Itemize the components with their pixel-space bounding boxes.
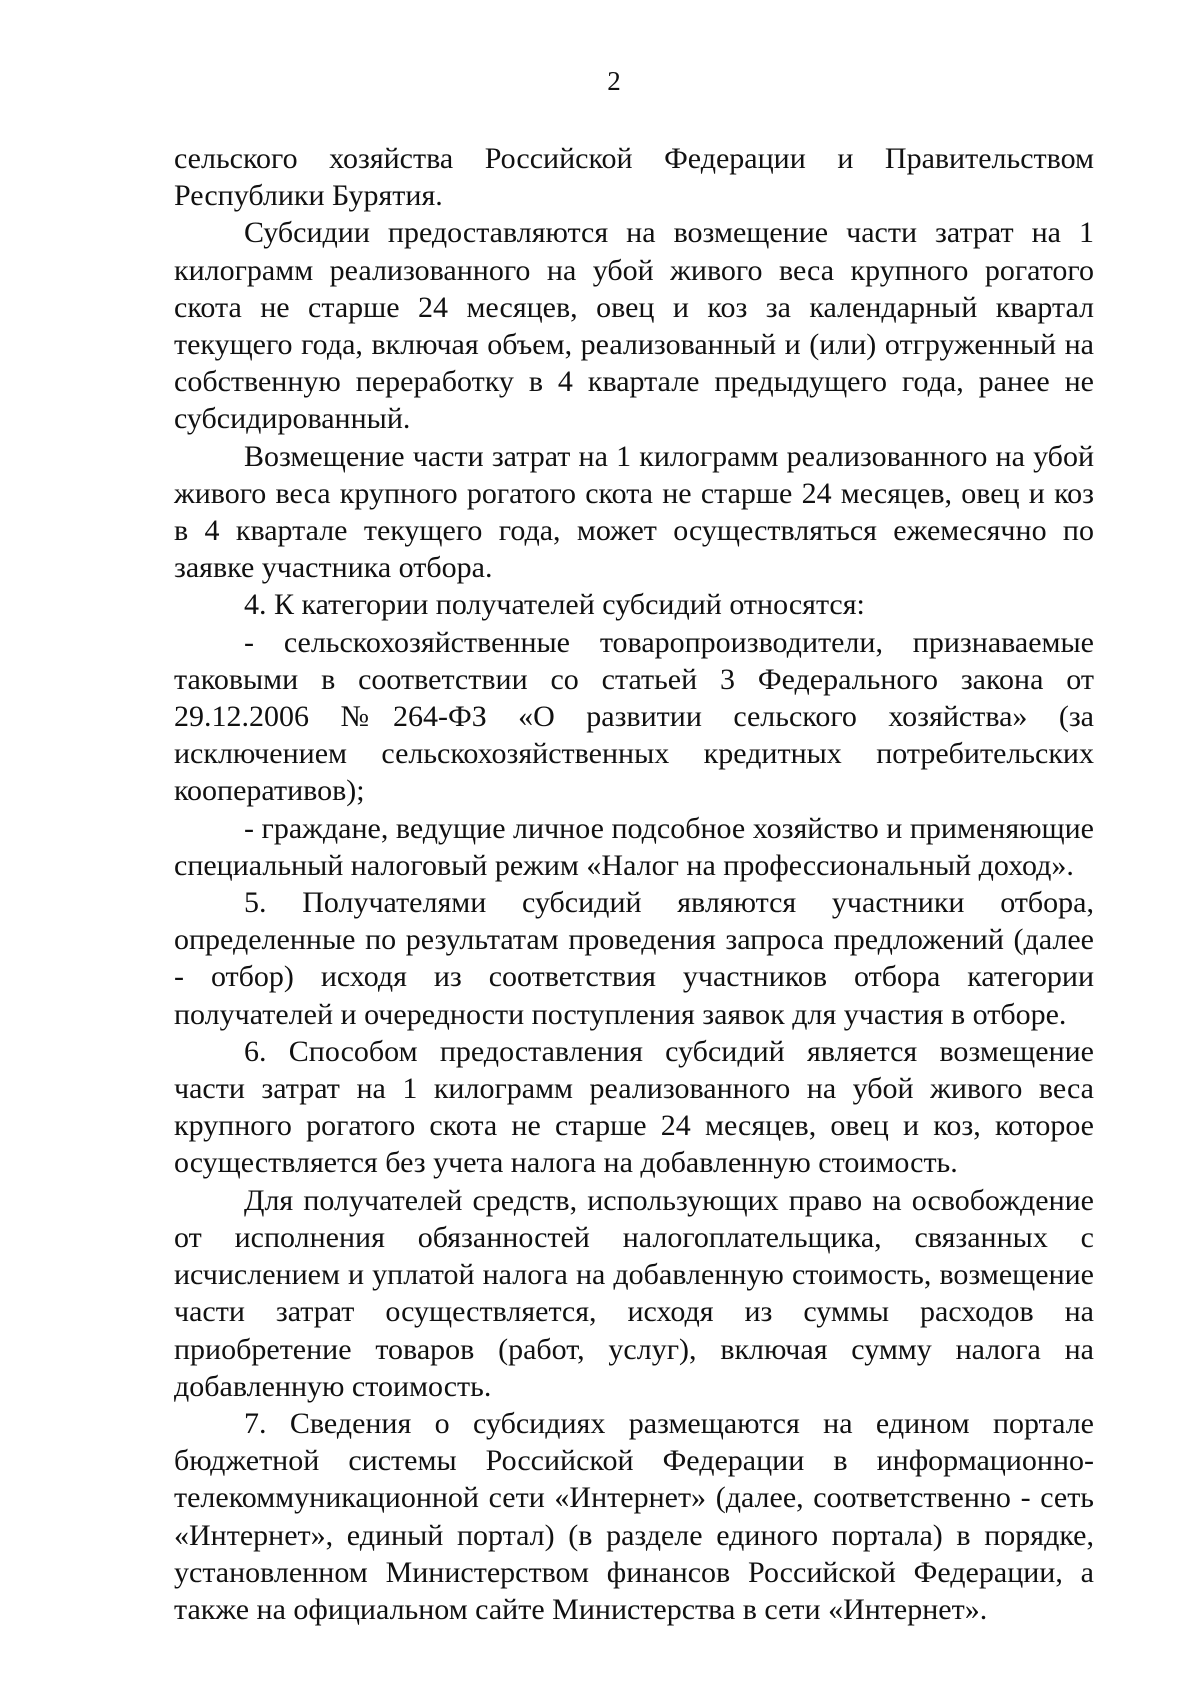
paragraph-section-7-publication: 7. Сведения о субсидиях размещаются на едином портале бюджетной системы Российской Федерации в информационно-телекоммуникационной сети «Интернет» (далее, соответственно - сеть «Интернет», единый портал) (в разделе единого портала) в порядке, установленном Министерством финансов Российской Федерации, а также на официальном сайте Министерства в сети «Интернет». <box>174 1406 1094 1626</box>
paragraph-continuation: сельского хозяйства Российской Федерации и Правительством Республики Бурятия. <box>174 142 1094 213</box>
paragraph-section-4-heading: 4. К категории получателей субсидий относятся: <box>244 588 865 622</box>
document-body <box>174 140 1094 1628</box>
list-item-citizens-household: - граждане, ведущие личное подсобное хозяйство и применяющие специальный налоговый режим «Налог на профессиональный доход». <box>174 811 1094 882</box>
paragraph-subsidy-purpose: Субсидии предоставляются на возмещение части затрат на 1 килограмм реализованного на убой живого веса крупного рогатого скота не старше 24 месяцев, овец и коз за календарный квартал текущего года, включая объем, реализованный и (или) отгруженный на собственную переработку в 4 квартале предыдущего года, ранее не субсидированный. <box>174 216 1094 436</box>
list-item-agricultural-producers: - сельскохозяйственные товаропроизводители, признаваемые таковыми в соответствии со статьей 3 Федерального закона от 29.12.2006 №264-ФЗ «О развитии сельского хозяйства» (за исключением сельскохозяйственных кредитных потребительских кооперативов); <box>174 625 1094 808</box>
paragraph-q4-reimbursement: Возмещение части затрат на 1 килограмм реализованного на убой живого веса крупного рогатого скота не старше 24 месяцев, овец и коз в 4 квартале текущего года, может осуществляться ежемесячно по заявке участника отбора. <box>174 439 1094 585</box>
paragraph-section-5-recipients: 5. Получателями субсидий являются участники отбора, определенные по результатам проведения запроса предложений (далее - отбор) исходя из соответствия участников отбора категории получателей и очередности поступления заявок для участия в отборе. <box>174 886 1094 1031</box>
paragraph-section-6-method: 6. Способом предоставления субсидий является возмещение части затрат на 1 килограмм реализованного на убой живого веса крупного рогатого скота не старше 24 месяцев, овец и коз, которое осуществляется без учета налога на добавленную стоимость. <box>174 1034 1094 1180</box>
paragraph-vat-exemption: Для получателей средств, использующих право на освобождение от исполнения обязанностей налогоплательщика, связанных с исчислением и уплатой налога на добавленную стоимость, возмещение части затрат осуществляется, исходя из суммы расходов на приобретение товаров (работ, услуг), включая сумму налога на добавленную стоимость. <box>174 1183 1094 1403</box>
page-number: 2 <box>607 66 621 96</box>
